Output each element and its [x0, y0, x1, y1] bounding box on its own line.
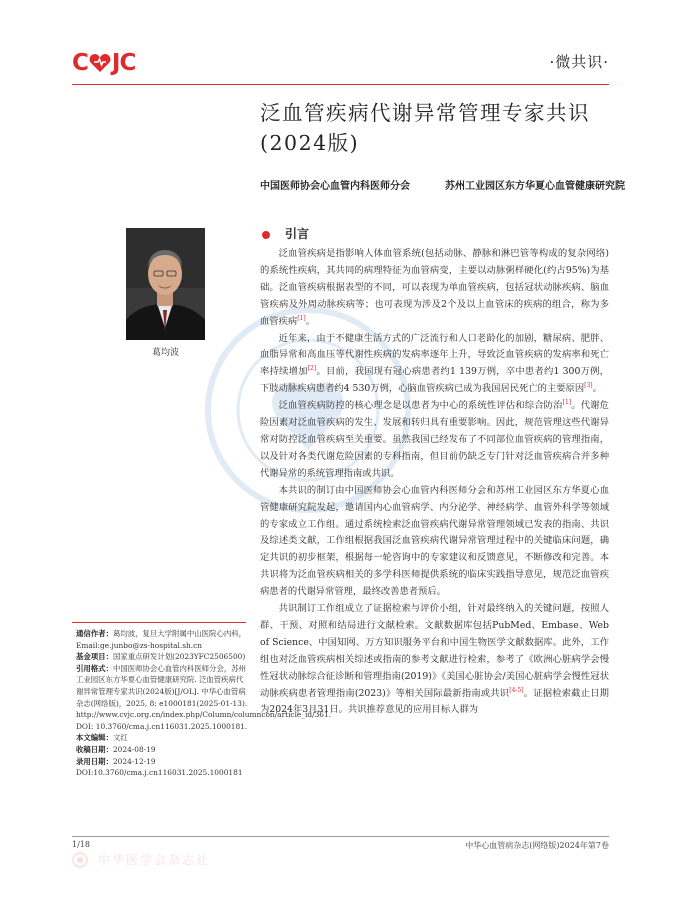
accepted-date: 录用日期：2024-12-19 — [76, 756, 156, 766]
section-heading: 引言 — [285, 227, 310, 241]
citation-ref[interactable]: [1] — [297, 314, 306, 322]
corresponding-author: 通信作者：葛均波，复旦大学附属中山医院心内科，Email:ge.junbo@zs-hospital.sh.cn — [76, 629, 247, 650]
citation-format: 引用格式：中国医师协会心血管内科医师分会，苏州工业园区东方华夏心血管健康研究院. 泛血管疾病代谢异常管理专家共识(2024版)[J/OL]. 中华心血管病杂志(网络版)，2025, 8: e1000181(2025-01-13). http://www.cvjc.org.cn/index.php/Column/columncon/article_id/361. DOI: 10.3760/cma.j.cn116031.2025.1000181. — [76, 663, 332, 731]
title-line-1: 泛血管疾病代谢异常管理专家共识 — [260, 101, 590, 125]
funding: 基金项目：国家重点研发计划(2023YFC2506500) — [76, 652, 246, 662]
author-organizations — [260, 177, 625, 192]
logo-letter-c: C — [72, 50, 88, 76]
header-divider — [72, 84, 609, 85]
paragraph: 泛血管疾病防控的核心理念是以患者为中心的系统性评估和综合防治[1]。代谢危险因素对泛血管疾病的发生、发展和转归具有重要影响。因此，规范管理这些代谢异常对防控泛血管疾病至关重要。虽然我国已经发布了不同部位血管疾病的管理指南，以及针对各类代谢危险因素的专科指南，但目前仍缺乏专门针对泛血管疾病合并多种代谢异常的系统管理指南或共识。 — [260, 399, 609, 479]
publisher-watermark — [72, 851, 210, 868]
citation-ref[interactable]: [2] — [307, 365, 317, 373]
footer-divider — [72, 836, 609, 837]
journal-logo — [72, 52, 135, 74]
citation-ref[interactable]: [4-5] — [509, 686, 524, 694]
citation-ref[interactable]: [1] — [562, 399, 572, 407]
citation-ref[interactable]: [3] — [584, 382, 593, 390]
author-portrait — [126, 228, 205, 340]
sidebar-divider — [72, 622, 246, 623]
org-1: 中国医师协会心血管内科医师分会 — [260, 181, 410, 192]
publisher-name: 中华医学会杂志社 — [98, 853, 211, 867]
logo-letters-jc: JC — [111, 50, 136, 76]
column-label: ·微共识· — [549, 53, 609, 71]
doi[interactable]: DOI:10.3760/cma.j.cn116031.2025.1000181 — [76, 768, 243, 778]
paragraph: 共识制订工作组成立了证据检索与评价小组，针对最终纳入的关键问题，按照人群、干预、对照和结局进行文献检索。文献数据库包括PubMed、Embase、Web of Science、中国知网、万方知识服务平台和中国生物医学文献数据库。此外，工作组也对泛血管疾病相关综述或指南的参考文献进行检索，参考了《欧洲心脏病学会慢性冠状动脉综合征诊断和管理指南(2019)》《美国心脏协会/美国心脏病学会慢性冠状动脉疾病患者管理指南(2023)》等相关国际最新指南或共识[4-5]。证据检索截止日期为2024年3月31日。共识推荐意见的应用目标人群为 — [260, 603, 609, 716]
publisher-seal-icon — [72, 852, 88, 868]
editor: 本文编辑：文红 — [76, 733, 128, 743]
article-title — [260, 98, 620, 158]
page-number: 1/18 — [72, 840, 90, 849]
paragraph: 近年来，由于不健康生活方式的广泛流行和人口老龄化的加剧，糖尿病、肥胖、血脂异常和高血压等代谢性疾病的发病率逐年上升，导致泛血管疾病的发病率和死亡率持续增加[2]。目前，我国现有冠心病患者约1 139万例，卒中患者约1 300万例，下肢动脉疾病患者约4 530万例，心脑血管疾病已成为我国居民死亡的主要原因[3]。 — [260, 332, 609, 395]
org-2: 苏州工业园区东方华夏心血管健康研究院 — [444, 181, 625, 192]
portrait-image — [126, 228, 205, 340]
paragraph: 本共识的制订由中国医师协会心血管内科医师分会和苏州工业园区东方华夏心血管健康研究院发起，邀请国内心血管病学、内分泌学、神经病学、血管外科学等领域的专家成立工作组。通过系统检索泛血管疾病代谢异常管理领域已发表的指南、共识及综述类文献，工作组根据我国泛血管疾病代谢异常管理过程中的关键临床问题，确定共识的初步框架，根据每一轮咨询中的专家建议和反馈意见，不断修改和完善。本共识将为泛血管疾病相关的多学科医师提供系统的临床实践指导意见，规范泛血管疾病患者的代谢异常管理，最终改善患者预后。 — [260, 484, 609, 598]
portrait-caption: 葛均波 — [151, 348, 179, 358]
article-info-sidebar — [76, 628, 332, 779]
title-line-2: (2024版) — [260, 131, 360, 155]
journal-issue: 中华心血管病杂志(网络版)2024年第7卷 — [465, 841, 609, 850]
article-body — [260, 246, 609, 719]
paragraph: 泛血管疾病是指影响人体血管系统(包括动脉、静脉和淋巴管等构成的复杂网络)的系统性疾病，其共同的病理特征为血管病变，主要以动脉粥样硬化(约占95%)为基础。泛血管疾病根据表型的不同，可以表现为单血管疾病，包括冠状动脉疾病、脑血管疾病及外周动脉疾病等；也可表现为涉及2个及以上血管床的疾病的组合，称为多血管疾病[1]。 — [260, 248, 609, 327]
received-date: 收稿日期：2024-08-19 — [76, 744, 156, 754]
section-bullet — [262, 231, 270, 239]
heart-icon — [89, 53, 111, 73]
